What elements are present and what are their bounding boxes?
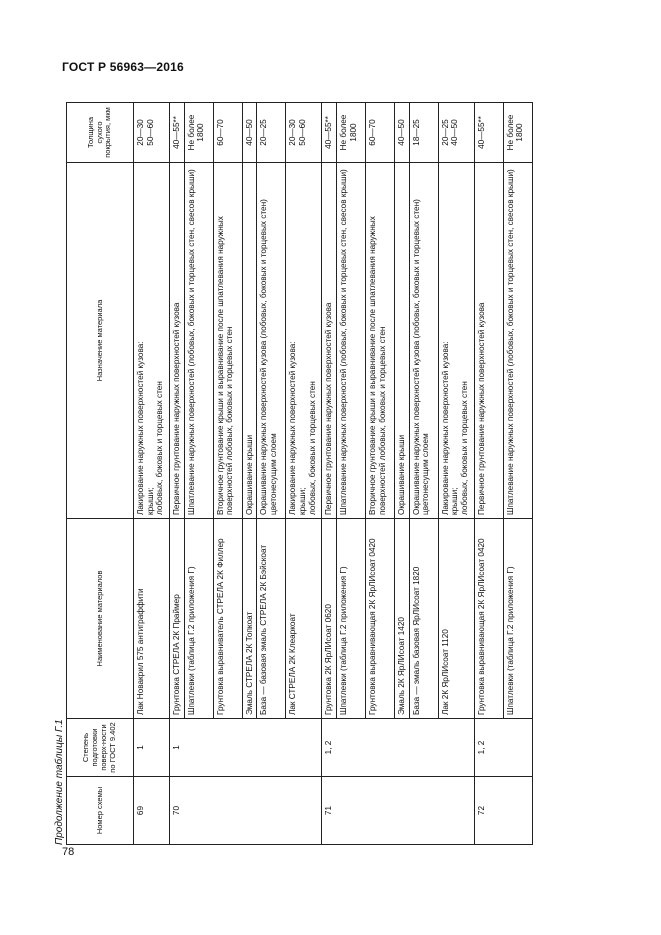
thickness-cell: 40—55** (474, 103, 503, 163)
column-header-scheme: Номер схемы (67, 777, 134, 845)
material-cell: Шпатлевки (таблица Г.2 приложения Г) (503, 519, 532, 719)
purpose-cell: Шпатлевание наружных поверхностей (лобовых, боковых и торцевых стен, свесов крыши) (503, 163, 532, 519)
thickness-cell: 40—55** (322, 103, 337, 163)
purpose-cell: Шпатлевание наружных поверхностей (лобовых, боковых и торцевых стен, свесов крыши) (337, 163, 366, 519)
thickness-cell: 20—25 40—50 (438, 103, 474, 163)
table-row (170, 103, 185, 845)
material-cell: Эмаль СТРЕЛА 2К Топкоат (242, 519, 257, 719)
material-cell: Эмаль 2К ЯрЛИсоат 1420 (395, 519, 410, 719)
thickness-cell: 20—25 (257, 103, 286, 163)
scheme-number-cell: 70 (170, 777, 322, 845)
material-cell: Шпатлевки (таблица Г.2 приложения Г) (337, 519, 366, 719)
material-cell: Грунтовка выравнивающая 2К ЯрЛИсоат 0420 (474, 519, 503, 719)
material-cell: Грунтовка 2К ЯрЛИсоат 0620 (322, 519, 337, 719)
column-header-prep: Степень подготовки поверх-ности по ГОСТ 9.402 (67, 719, 134, 777)
scheme-number-cell: 72 (474, 777, 532, 845)
purpose-cell: Окрашивание крыши (395, 163, 410, 519)
material-cell: Лак 2К ЯрЛИсоат 1120 (438, 519, 474, 719)
material-cell: Шпатлевки (таблица Г.2 приложения Г) (184, 519, 213, 719)
prep-degree-cell: 1 (170, 719, 322, 777)
purpose-cell: Лакирование наружных поверхностей кузова: крыши; лобовых, боковых и торцевых стен (286, 163, 322, 519)
table-row (134, 103, 170, 845)
material-cell: Лак Новакрил 575 антиграффити (134, 519, 170, 719)
purpose-cell: Первичное грунтование наружных поверхностей кузова (322, 163, 337, 519)
scheme-number-cell: 71 (322, 777, 474, 845)
purpose-cell: Первичное грунтование наружных поверхностей кузова (474, 163, 503, 519)
thickness-cell: 40—55** (170, 103, 185, 163)
material-cell: Грунтовка СТРЕЛА 2К Праймер (170, 519, 185, 719)
thickness-cell: 20—30 50—60 (286, 103, 322, 163)
document-title: ГОСТ Р 56963—2016 (62, 60, 184, 74)
material-cell: База — базовая эмаль СТРЕЛА 2К Бэйскоат (257, 519, 286, 719)
thickness-cell: 40—50 (242, 103, 257, 163)
column-header-material: Наименование материалов (67, 519, 134, 719)
column-header-thickness: Толщина сухого покрытия, мкм (67, 103, 134, 163)
column-header-purpose: Назначение материала (67, 163, 134, 519)
coating-schemes-table (66, 102, 533, 845)
table-row (322, 103, 337, 845)
thickness-cell: Не более 1800 (184, 103, 213, 163)
table-caption: Продолжение таблицы Г.1 (54, 719, 65, 845)
prep-degree-cell: 1, 2 (322, 719, 474, 777)
table-header-row (67, 103, 134, 845)
material-cell: Грунтовка выравнивающая 2К ЯрЛИсоат 0420 (366, 519, 395, 719)
purpose-cell: Шпатлевание наружных поверхностей (лобовых, боковых и торцевых стен, свесов крыши) (184, 163, 213, 519)
table-row (474, 103, 503, 845)
purpose-cell: Лакирование наружных поверхностей кузова: крыши; лобовых, боковых и торцевых стен (134, 163, 170, 519)
thickness-cell: 60—70 (366, 103, 395, 163)
thickness-cell: 18—25 (409, 103, 438, 163)
prep-degree-cell: 1, 2 (474, 719, 532, 777)
purpose-cell: Лакирование наружных поверхностей кузова: крыши; лобовых, боковых и торцевых стен (438, 163, 474, 519)
material-cell: Лак СТРЕЛА 2К Клеаркоат (286, 519, 322, 719)
page-number: 78 (62, 846, 75, 858)
purpose-cell: Вторичное грунтование крыши и выравнивание после шпатлевания наружных поверхностей лобовых, боковых и торцевых стен (213, 163, 242, 519)
purpose-cell: Окрашивание крыши (242, 163, 257, 519)
purpose-cell: Окрашивание наружных поверхностей кузова (лобовых, боковых и торцевых стен) цветонесущим слоем (257, 163, 286, 519)
prep-degree-cell: 1 (134, 719, 170, 777)
thickness-cell: 40—50 (395, 103, 410, 163)
thickness-cell: Не более 1800 (337, 103, 366, 163)
rotated-table-container (52, 90, 597, 845)
purpose-cell: Окрашивание наружных поверхностей кузова (лобовых, боковых и торцевых стен) цветонесущим слоем (409, 163, 438, 519)
thickness-cell: 20—30 50—60 (134, 103, 170, 163)
purpose-cell: Вторичное грунтование крыши и выравнивание после шпатлевания наружных поверхностей лобовых, боковых и торцевых стен (366, 163, 395, 519)
thickness-cell: Не более 1800 (503, 103, 532, 163)
scheme-number-cell: 69 (134, 777, 170, 845)
material-cell: Грунтовка выравниватель СТРЕЛА 2К Филлер (213, 519, 242, 719)
material-cell: База — эмаль базовая ЯрЛИсоат 1820 (409, 519, 438, 719)
purpose-cell: Первичное грунтование наружных поверхностей кузова (170, 163, 185, 519)
thickness-cell: 60—70 (213, 103, 242, 163)
